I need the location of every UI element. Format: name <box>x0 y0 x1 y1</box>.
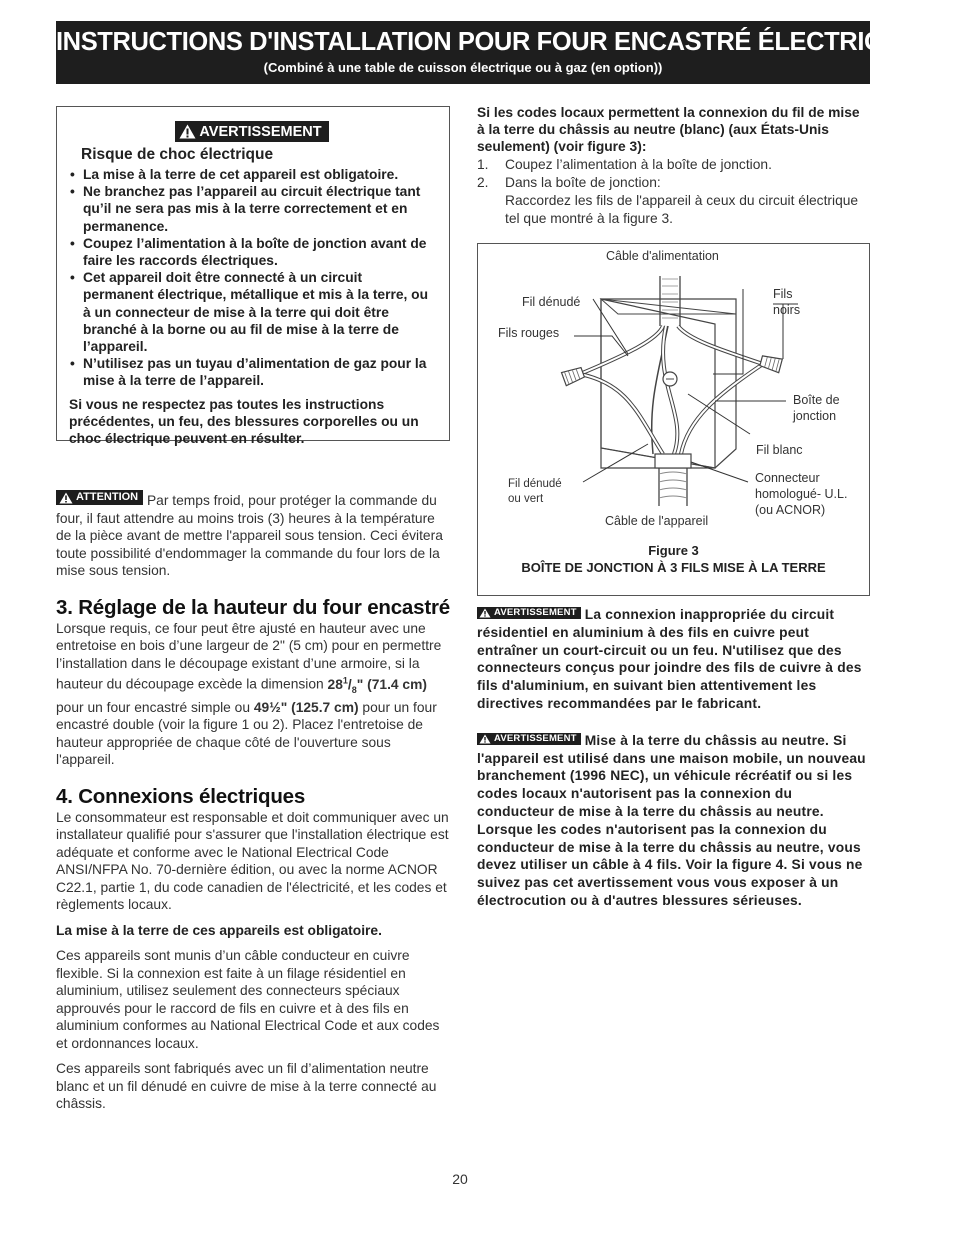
label-black-wires-1: Fils <box>773 287 793 301</box>
warning-badge-label: AVERTISSEMENT <box>199 123 322 140</box>
dim1-rest: " (71.4 cm) <box>356 676 427 692</box>
section-4 <box>56 785 450 1113</box>
attention-badge <box>56 490 143 505</box>
dim1-slash: / <box>347 676 352 692</box>
attention-badge-label: ATTENTION <box>76 491 139 504</box>
label-black-wires <box>773 286 800 318</box>
warning-badge-label: AVERTISSEMENT <box>494 607 577 619</box>
steps-list <box>477 156 871 228</box>
warning-title: Risque de choc électrique <box>81 146 274 163</box>
section-4-p2: La mise à la terre de ces appareils est obligatoire. <box>56 922 382 938</box>
step-subtext: Raccordez les fils de l'appareil à ceux du circuit électrique tel que montré à la figure 3. <box>505 192 859 226</box>
left-column <box>56 106 450 1113</box>
label-junction-box <box>793 392 840 424</box>
section-3-text-b: pour un four encastré simple ou <box>56 699 254 715</box>
page-title: INSTRUCTIONS D'INSTALLATION POUR FOUR ENCASTRÉ ÉLECTRIQUE <box>56 28 919 56</box>
warning-item: • N’utilisez pas un tuyau d’alimentation de gaz pour la mise à la terre de l’appareil. <box>83 355 435 389</box>
label-appliance-cable: Câble de l'appareil <box>605 514 709 528</box>
page-subtitle: (Combiné à une table de cuisson électrique ou à gaz (en option)) <box>263 60 663 75</box>
warning-badge-small <box>477 607 581 619</box>
step-number: 1. <box>477 156 489 172</box>
warning-list <box>69 166 435 390</box>
warning-box <box>56 106 450 447</box>
attention-text: Par temps froid, pour protéger la commande du four, il faut attendre au moins trois (3) heures à la température de la pièce avant de mettre l'appareil sous tension. Ceci évitera toute possibilité d'endommager la commande du four lors de la mise sous tension. <box>56 493 443 578</box>
label-ground-wire <box>508 477 562 507</box>
warning-item: • Cet appareil doit être connecté à un circuit permanent électrique, métallique et mis à la terre, ou à un connecteur de mise à la terre qui doit être branché à la borne ou au fil de mise à la terre de l’appareil. <box>83 269 435 355</box>
figure-3 <box>477 243 870 596</box>
label-connector-1: Connecteur <box>755 471 820 485</box>
label-junction-box-1: Boîte de <box>793 393 840 407</box>
attention-paragraph <box>56 490 450 580</box>
step-number: 2. <box>477 174 489 190</box>
label-bare-wire: Fil dénudé <box>522 295 581 309</box>
label-power-cable: Câble d'alimentation <box>606 249 719 263</box>
warning-badge-small <box>477 733 581 745</box>
warning-triangle-icon <box>479 608 491 618</box>
warning-item: • Ne branchez pas l’appareil au circuit électrique tant qu’il ne sera pas mis à la terre correctement et en permanence. <box>83 183 435 235</box>
warning-triangle-icon <box>59 492 73 504</box>
section-4-p3: Ces appareils sont munis d’un câble conducteur en cuivre flexible. Si la connexion est faite à un filage résidentiel en aluminium, utilisez seulement des connecteurs spéciaux approuvés pour le raccord de fils en cuivre et à des fils en aluminium conformes au National Electrical Code et aux codes et ordonnances locaux. <box>56 948 440 1051</box>
dimension-single <box>327 675 427 695</box>
section-3-title: 3. Réglage de la hauteur du four encastré <box>56 595 450 619</box>
warning-triangle-icon <box>179 124 196 139</box>
right-column <box>477 104 871 228</box>
warning-item: • Coupez l’alimentation à la boîte de jonction avant de faire les raccords électriques. <box>83 235 435 269</box>
label-red-wires: Fils rouges <box>498 326 560 340</box>
section-4-p4: Ces appareils sont fabriqués avec un fil d’alimentation neutre blanc et un fil dénudé en cuivre de mise à la terre connecté au châssis. <box>56 1061 437 1112</box>
section-4-p1: Le consommateur est responsable et doit communiquer avec un installateur qualifié pour s'assurer que l'installation électrique est adéquate et conforme avec le National Electrical Code ANSI/NFPA No. 70-dernière édition, ou avec la norme ACNOR C22.1, partie 1, du code canadien de l'électricité, et les codes et règlements locaux. <box>56 809 449 913</box>
warning-badge-label: AVERTISSEMENT <box>494 732 577 744</box>
warning-triangle-icon <box>479 734 491 744</box>
chassis-warning-text: Mise à la terre du châssis au neutre. Si l'appareil est utilisé dans une maison mobile, un nouveau branchement (1996 NEC), un véhicule récréatif ou si les codes locaux n'autorisent pas la connexion du conducteur de mise à la terre du châssis au neutre. Lorsque les codes n'autorisent pas la connexion du conducteur de mise à la terre du châssis au neutre, vous devez utiliser un câble à 4 fils. Voir la figure 4. Si vous ne suivez pas cet avertissement vous vous exposer à un électrocution ou à d'autres blessures sérieuses. <box>477 732 866 908</box>
dim1-whole: 28 <box>327 676 343 692</box>
dimension-double: 49½" (125.7 cm) <box>253 699 359 715</box>
figure-caption-number: Figure 3 <box>648 543 699 558</box>
aluminium-warning <box>477 606 871 713</box>
section-3 <box>56 596 450 769</box>
figure-caption-title: BOÎTE DE JONCTION À 3 FILS MISE À LA TERRE <box>521 560 826 575</box>
right-warnings <box>477 606 871 910</box>
page-number: 20 <box>452 1171 468 1187</box>
label-connector <box>755 470 847 518</box>
step-item <box>477 156 871 174</box>
label-white-wire: Fil blanc <box>756 443 803 457</box>
section-4-title: 4. Connexions électriques <box>56 784 306 808</box>
step-item <box>477 174 871 228</box>
aluminium-warning-text: La connexion inappropriée du circuit résidentiel en aluminium à des fils en cuivre peut entraîner un court-circuit ou un feu. N'utilisez que des connecteurs conçus pour joindre des fils de cuivre à des fils d'aluminium, en suivant bien attentivement les directives recommandées par le fabricant. <box>477 607 862 711</box>
step-text: Dans la boîte de jonction: <box>505 174 661 190</box>
section-3-text-a: Lorsque requis, ce four peut être ajusté en hauteur avec une entretoise en bois d’une largeur de 2" (5 cm) pour en permettre l’installation dans le découpage existant d’une armoire, si la hauteur du découpage excède la dimension <box>56 620 442 692</box>
label-connector-3: (ou ACNOR) <box>755 503 826 517</box>
label-connector-2: homologué- U.L. <box>755 487 848 501</box>
warning-item: • La mise à la terre de cet appareil est obligatoire. <box>83 166 435 183</box>
section-3-text <box>56 620 450 769</box>
section-3-text-c: pour un four encastré double (voir la figure 1 ou 2). Placez l'entretoise de hauteur appropriée de chaque côté de l'ouverture sous l'appareil. <box>56 699 437 768</box>
label-ground-wire-2: ou vert <box>508 493 544 505</box>
dim1-den: 8 <box>351 684 357 695</box>
label-ground-wire-1: Fil dénudé <box>508 478 562 490</box>
warning-footer: Si vous ne respectez pas toutes les instructions précédentes, un feu, des blessures corporelles ou un choc électrique peuvent en résulter. <box>69 396 419 447</box>
chassis-warning <box>477 732 871 910</box>
label-black-wires-2: noirs <box>773 303 801 317</box>
page-header <box>56 21 919 84</box>
warning-badge <box>175 121 328 142</box>
label-junction-box-2: jonction <box>793 409 837 423</box>
step-text: Coupez l’alimentation à la boîte de jonction. <box>505 156 772 172</box>
dim1-num: 1 <box>342 675 348 685</box>
grounding-intro: Si les codes locaux permettent la connexion du fil de mise à la terre du châssis au neutre (blanc) (aux États-Unis seulement) (voir figure 3): <box>477 105 860 155</box>
